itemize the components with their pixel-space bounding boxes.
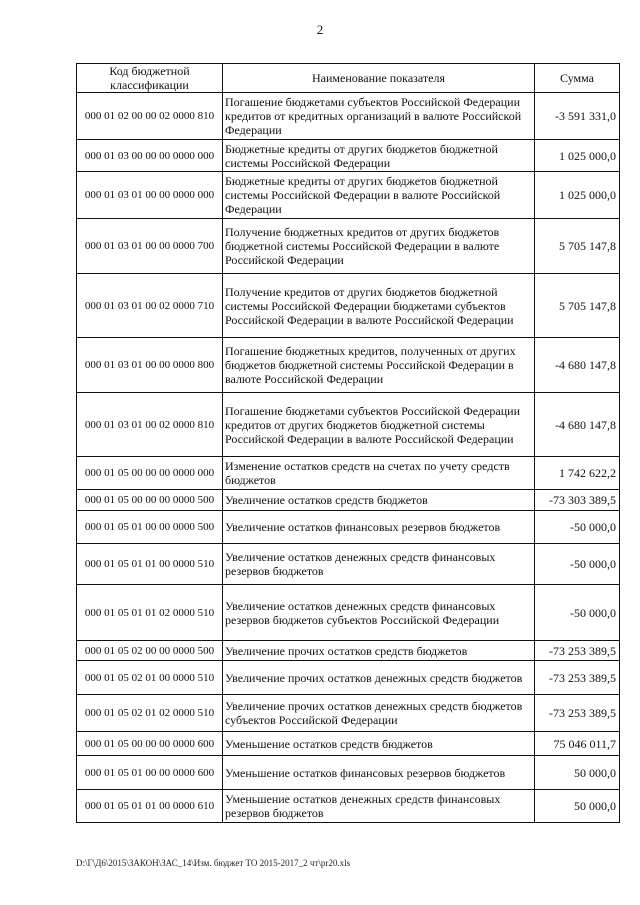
row-code: 000 01 02 00 00 02 0000 810 [77,93,223,140]
row-sum: 1 025 000,0 [535,140,620,172]
row-name: Увеличение остатков средств бюджетов [223,490,535,511]
row-sum: -73 303 389,5 [535,490,620,511]
row-name: Увеличение прочих остатков денежных средств бюджетов субъектов Российской Федерации [223,695,535,732]
row-sum: 50 000,0 [535,756,620,790]
table-row [77,93,620,140]
row-name: Увеличение прочих остатков денежных средств бюджетов [223,661,535,695]
table-row [77,544,620,585]
row-sum: -50 000,0 [535,585,620,641]
row-code: 000 01 05 01 01 00 0000 510 [77,544,223,585]
row-sum: -4 680 147,8 [535,338,620,393]
row-sum: -4 680 147,8 [535,393,620,457]
row-name: Бюджетные кредиты от других бюджетов бюджетной системы Российской Федерации в валюте Российской Федерации [223,172,535,219]
row-sum: 50 000,0 [535,790,620,823]
row-name: Получение бюджетных кредитов от других бюджетов бюджетной системы Российской Федерации в валюте Российской Федерации [223,219,535,274]
table-row [77,641,620,661]
row-code: 000 01 05 02 01 02 0000 510 [77,695,223,732]
row-name: Погашение бюджетами субъектов Российской Федерации кредитов от кредитных организаций в валюте Российской Федерации [223,93,535,140]
row-name: Получение кредитов от других бюджетов бюджетной системы Российской Федерации бюджетами субъектов Российской Федерации в валюте Российской Федерации [223,274,535,338]
row-name: Бюджетные кредиты от других бюджетов бюджетной системы Российской Федерации [223,140,535,172]
row-sum: -50 000,0 [535,511,620,544]
row-code: 000 01 05 02 01 00 0000 510 [77,661,223,695]
row-sum: -50 000,0 [535,544,620,585]
table-row [77,511,620,544]
table-row [77,274,620,338]
header-sum: Сумма [535,64,620,93]
table-row [77,490,620,511]
row-sum: 75 046 011,7 [535,732,620,756]
table-row [77,661,620,695]
row-code: 000 01 05 01 01 02 0000 510 [77,585,223,641]
header-name: Наименование показателя [223,64,535,93]
row-code: 000 01 05 01 00 00 0000 500 [77,511,223,544]
row-code: 000 01 05 00 00 00 0000 000 [77,457,223,490]
budget-sources-table [76,63,620,823]
row-name: Уменьшение остатков финансовых резервов бюджетов [223,756,535,790]
table-row [77,695,620,732]
row-sum: -73 253 389,5 [535,641,620,661]
table-row [77,338,620,393]
header-code: Код бюджетной классификации [77,64,223,93]
row-code: 000 01 05 00 00 00 0000 500 [77,490,223,511]
row-code: 000 01 03 01 00 00 0000 700 [77,219,223,274]
row-name: Увеличение остатков денежных средств финансовых резервов бюджетов субъектов Российской Федерации [223,585,535,641]
footer-file-path: D:\Г\Д6\2015\ЗАКОН\ЗАС_14\Изм. бюджет ТО 2015-2017_2 чт\pr20.xls [76,858,351,868]
row-sum: 1 025 000,0 [535,172,620,219]
row-code: 000 01 03 01 00 00 0000 000 [77,172,223,219]
row-code: 000 01 05 00 00 00 0000 600 [77,732,223,756]
row-sum: -3 591 331,0 [535,93,620,140]
table-row [77,790,620,823]
table-row [77,140,620,172]
table-row [77,172,620,219]
table-row [77,732,620,756]
row-code: 000 01 05 01 01 00 0000 610 [77,790,223,823]
row-name: Изменение остатков средств на счетах по учету средств бюджетов [223,457,535,490]
row-code: 000 01 05 02 00 00 0000 500 [77,641,223,661]
table-row [77,219,620,274]
row-code: 000 01 03 01 00 02 0000 710 [77,274,223,338]
row-code: 000 01 03 01 00 00 0000 800 [77,338,223,393]
page-number: 2 [316,22,324,37]
table-row [77,457,620,490]
row-sum: -73 253 389,5 [535,695,620,732]
row-name: Увеличение остатков денежных средств финансовых резервов бюджетов [223,544,535,585]
row-name: Увеличение прочих остатков средств бюджетов [223,641,535,661]
row-code: 000 01 05 01 00 00 0000 600 [77,756,223,790]
row-sum: 5 705 147,8 [535,219,620,274]
row-sum: 5 705 147,8 [535,274,620,338]
table-row [77,585,620,641]
table-row [77,756,620,790]
table-header-row [77,64,620,93]
row-name: Уменьшение остатков денежных средств финансовых резервов бюджетов [223,790,535,823]
row-code: 000 01 03 00 00 00 0000 000 [77,140,223,172]
row-name: Уменьшение остатков средств бюджетов [223,732,535,756]
row-name: Увеличение остатков финансовых резервов бюджетов [223,511,535,544]
row-name: Погашение бюджетами субъектов Российской Федерации кредитов от других бюджетов бюджетной системы Российской Федерации в валюте Российской Федерации [223,393,535,457]
row-name: Погашение бюджетных кредитов, полученных от других бюджетов бюджетной системы Российской Федерации в валюте Российской Федерации [223,338,535,393]
row-sum: 1 742 622,2 [535,457,620,490]
row-code: 000 01 03 01 00 02 0000 810 [77,393,223,457]
row-sum: -73 253 389,5 [535,661,620,695]
table-row [77,393,620,457]
